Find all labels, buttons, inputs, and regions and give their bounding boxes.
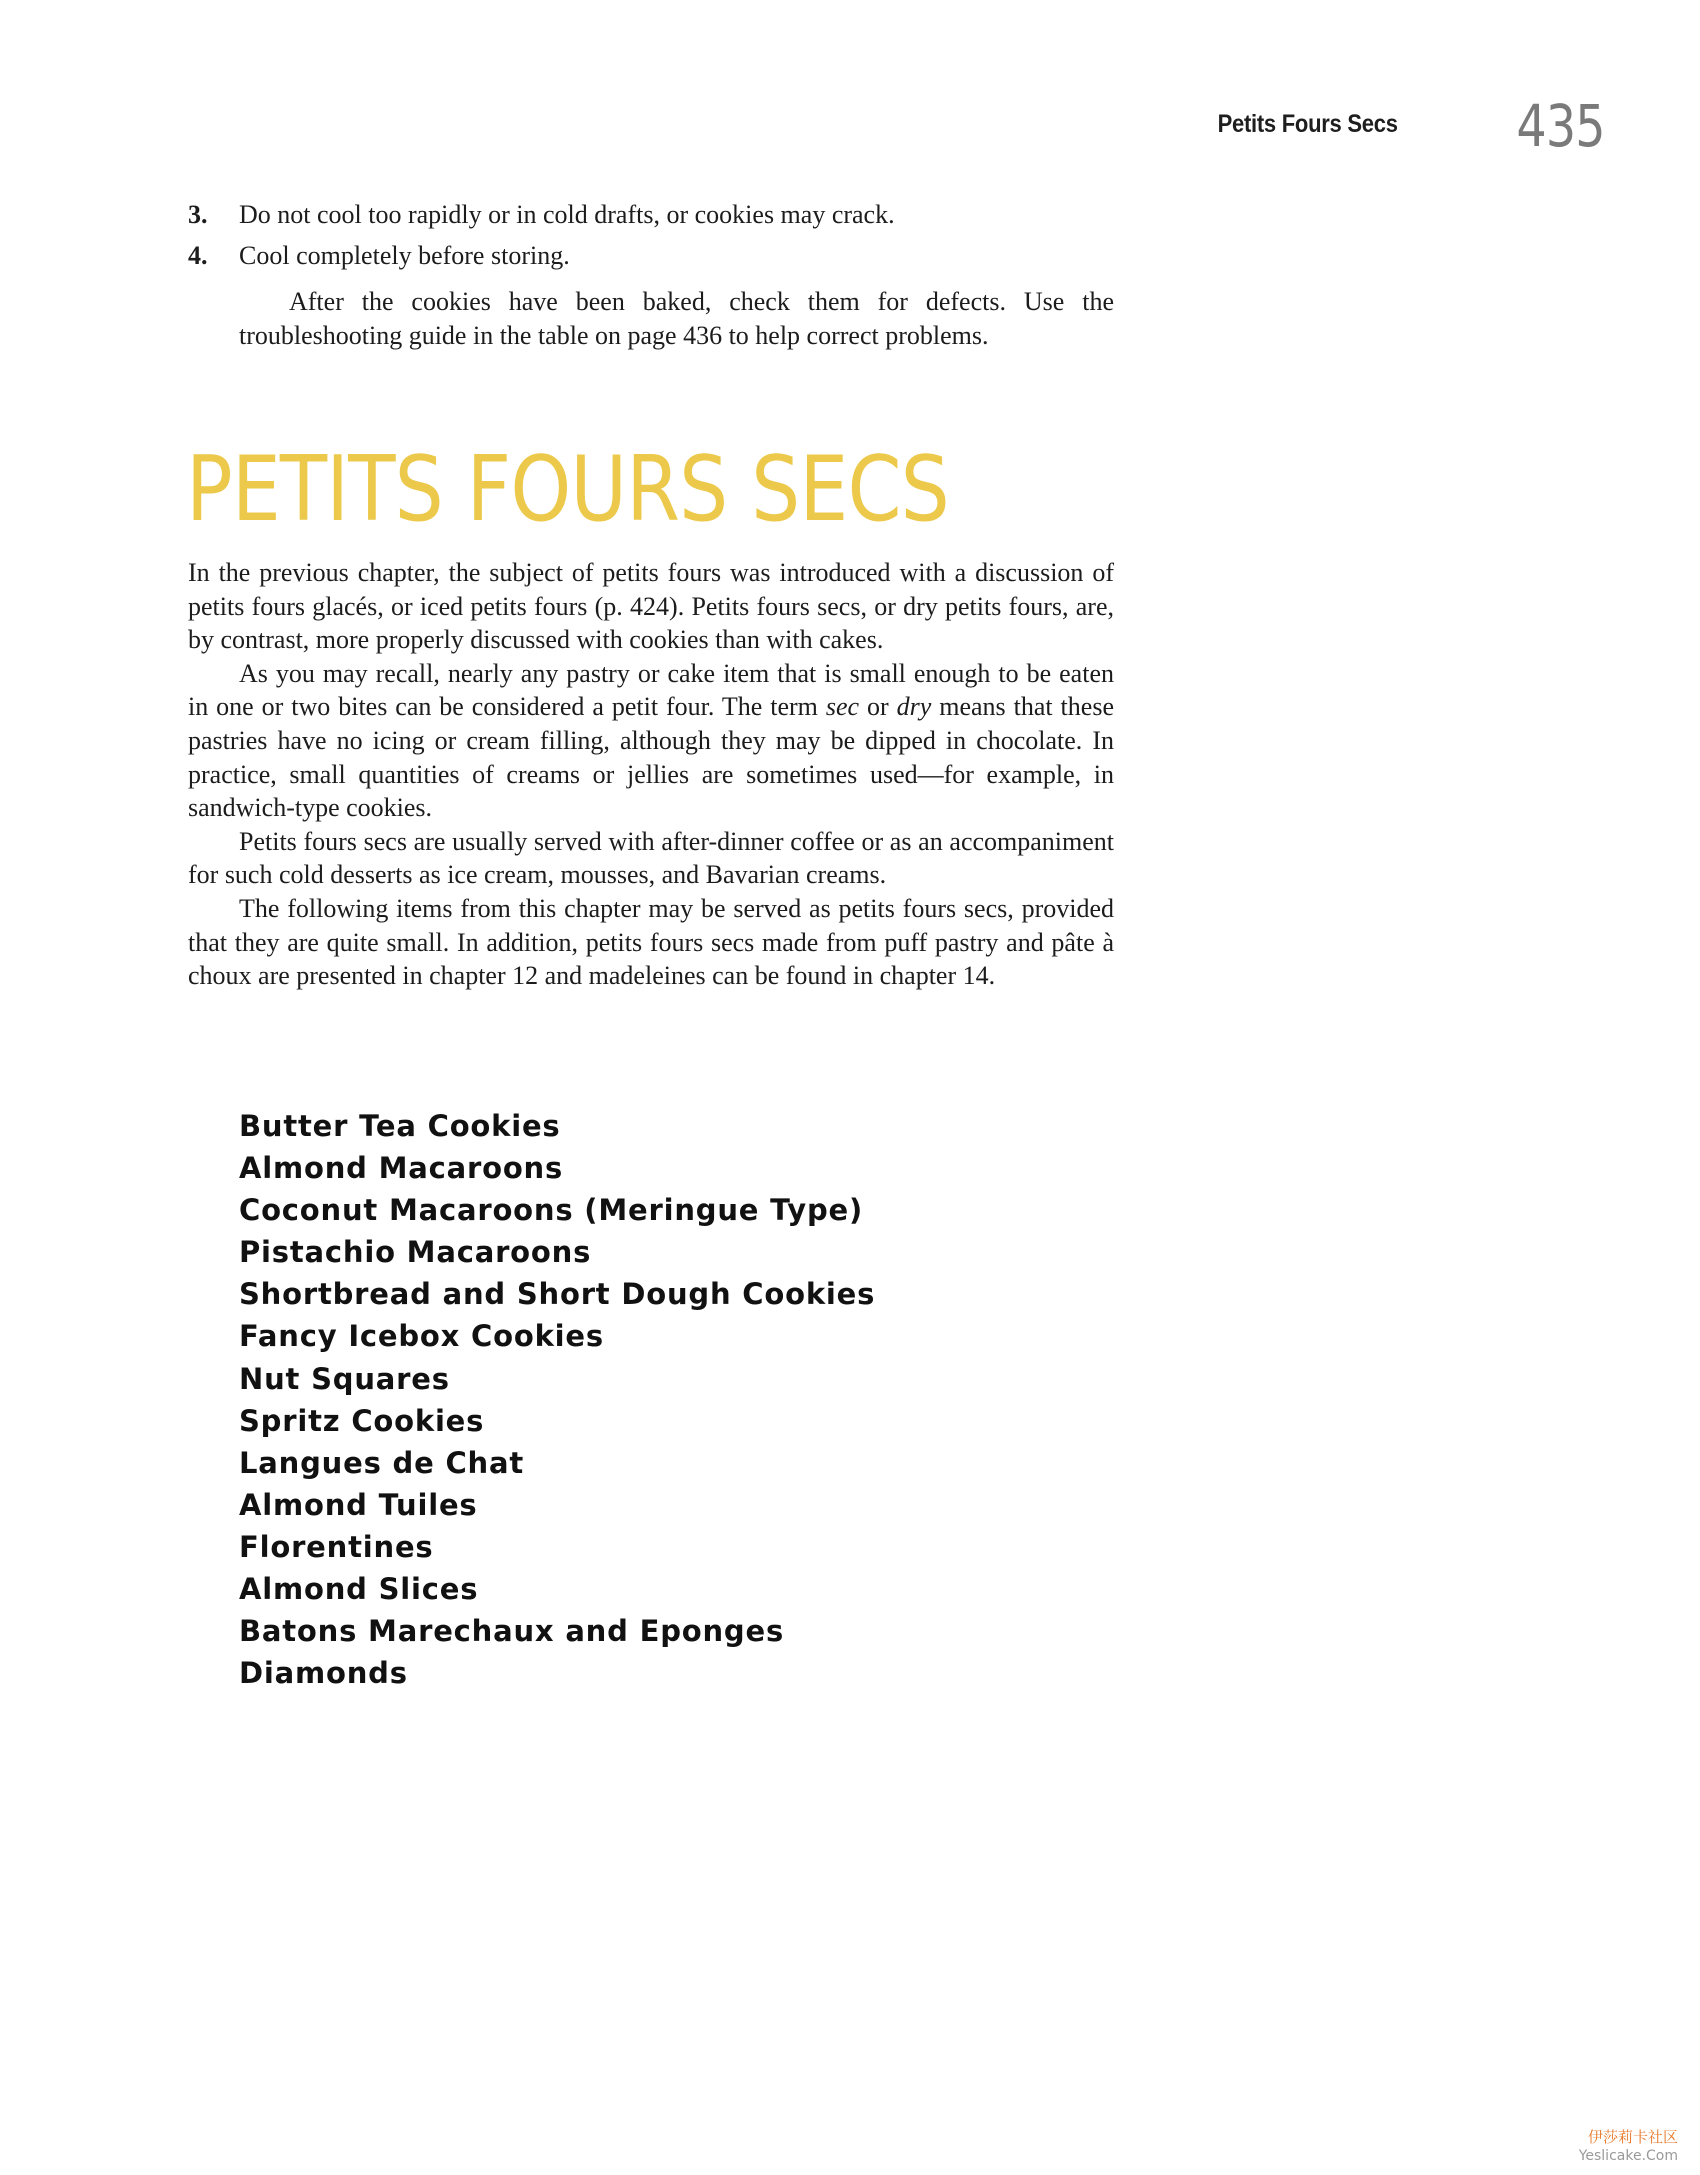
watermark-chinese: 伊莎莉卡社区 (1587, 2128, 1678, 2146)
body-paragraph: Petits fours secs are usually served with after-dinner coffee or as an accompaniment for such cold desserts as ice cream, mousses, and Bavarian creams. (188, 826, 1114, 890)
body-paragraph: The following items from this chapter may be served as petits fours secs, provided that they are quite small. In addition, petits fours secs made from puff pastry and pâte à choux are presented in chapter 12 and madeleines can be found in chapter 14. (188, 893, 1114, 991)
section-title: PETITS FOURS SECS (186, 437, 949, 542)
recipe-item: Almond Tuiles (239, 1487, 478, 1522)
recipe-item: Fancy Icebox Cookies (239, 1319, 604, 1354)
page-number: 435 (1516, 92, 1605, 160)
watermark-site: Yeslicake.Com (1578, 2148, 1678, 2164)
running-head (95, 92, 1700, 162)
step-item (188, 194, 1118, 235)
numbered-steps (188, 194, 1118, 276)
recipe-item: Florentines (239, 1529, 434, 1564)
running-title: Petits Fours Secs (1217, 110, 1398, 138)
paragraph-text: As you may recall, nearly any pastry or cake item that is small enough to be eaten in one or two bites can be considered a petit four. The term (188, 658, 1114, 722)
recipe-item: Spritz Cookies (239, 1403, 485, 1438)
step-number: 4. (188, 241, 208, 270)
recipe-item: Shortbread and Short Dough Cookies (239, 1277, 876, 1312)
recipe-item: Butter Tea Cookies (239, 1109, 561, 1143)
recipe-item: Almond Slices (239, 1572, 479, 1607)
body-paragraph: In the previous chapter, the subject of petits fours was introduced with a discussion of petits fours glacés, or iced petits fours (p. 424). Petits fours secs, or dry petits fours, are, by contrast, more properly discussed with cookies than with cakes. (188, 558, 1114, 655)
recipe-list (239, 1105, 875, 1694)
recipe-item: Nut Squares (239, 1361, 450, 1396)
paragraph-text: means that these pastries have no icing or cream filling, although they may be dipped in chocolate. In practice, small quantities of creams or jellies are sometimes used—for example, in sandwich-type cookies. (188, 692, 1114, 823)
step-number: 3. (188, 200, 208, 229)
body-paragraph (188, 657, 1114, 825)
step-item (188, 235, 1118, 276)
paragraph-text: or (859, 692, 897, 722)
recipe-item: Almond Macaroons (239, 1151, 564, 1186)
watermark (1579, 2127, 1678, 2165)
step-text: Do not cool too rapidly or in cold drafts, or cookies may crack. (239, 200, 895, 229)
recipe-item: Diamonds (239, 1656, 408, 1691)
step-text: Cool completely before storing. (239, 241, 570, 270)
recipe-item: Pistachio Macaroons (239, 1235, 592, 1270)
recipe-item: Batons Marechaux and Eponges (239, 1614, 785, 1649)
recipe-item: Langues de Chat (239, 1445, 525, 1480)
recipe-item: Coconut Macaroons (Meringue Type) (239, 1193, 864, 1228)
after-steps-paragraph: After the cookies have been baked, check them for defects. Use the troubleshooting guide in the table on page 436 to help correct problems. (239, 287, 1114, 350)
term-dry: dry (896, 692, 932, 722)
section-body (188, 556, 1114, 993)
term-sec: sec (825, 692, 860, 722)
